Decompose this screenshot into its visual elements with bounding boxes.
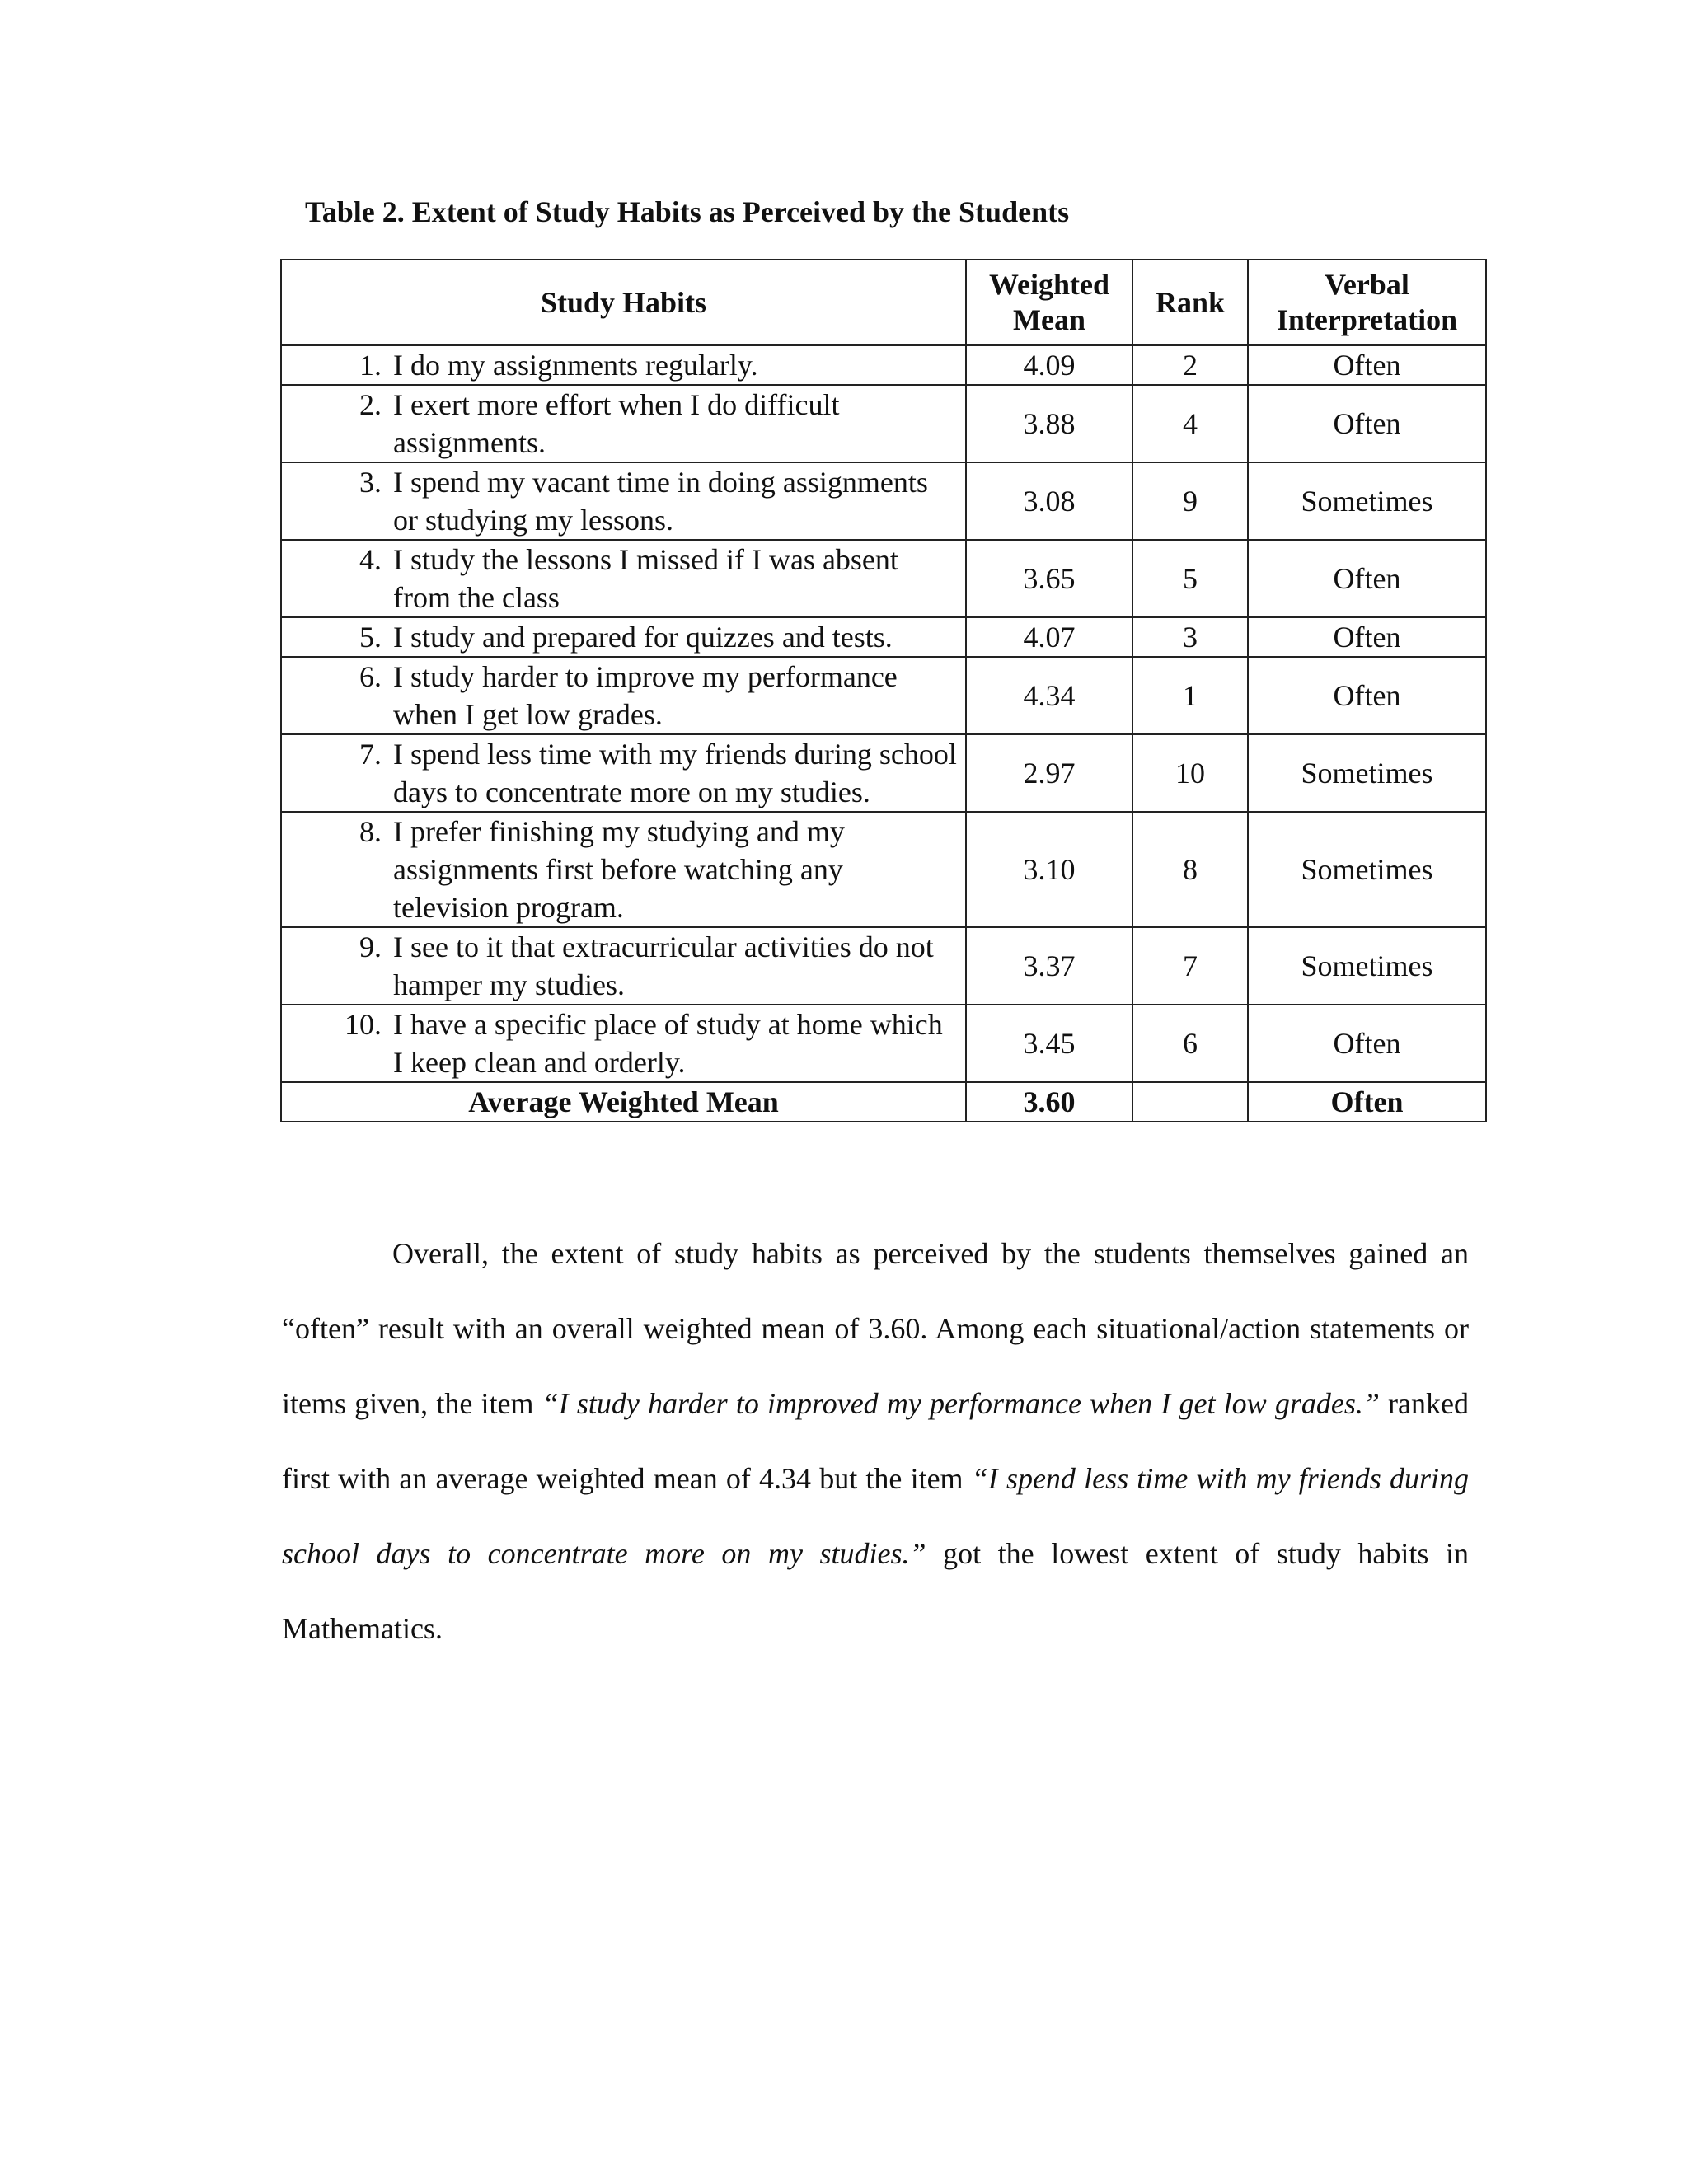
interpretation-cell: Often (1248, 617, 1486, 657)
weighted-mean-cell: 2.97 (966, 734, 1132, 812)
table-row (281, 812, 1486, 927)
table-row (281, 385, 1486, 462)
header-weighted-mean-line1: Weighted (988, 268, 1109, 301)
habit-cell (281, 734, 966, 812)
average-row (281, 1082, 1486, 1122)
habit-cell (281, 1005, 966, 1082)
habit-number: 8. (359, 815, 382, 848)
habit-text: I study and prepared for quizzes and tests. (393, 621, 893, 654)
header-weighted-mean (966, 260, 1132, 345)
interpretation-cell: Often (1248, 657, 1486, 734)
habit-number: 1. (359, 349, 382, 382)
weighted-mean-cell: 3.45 (966, 1005, 1132, 1082)
habit-number: 6. (359, 660, 382, 693)
rank-cell: 9 (1132, 462, 1248, 540)
table-caption: Table 2. Extent of Study Habits as Perceived by the Students (305, 195, 1070, 228)
habit-text: I do my assignments regularly. (393, 349, 758, 382)
habit-number: 4. (359, 543, 382, 576)
habit-text: I spend my vacant time in doing assignments or studying my lessons. (393, 466, 928, 537)
habit-number: 10. (345, 1008, 382, 1041)
interpretation-cell: Often (1248, 345, 1486, 385)
habit-text: I study the lessons I missed if I was absent from the class (393, 543, 898, 614)
habit-number: 9. (359, 930, 382, 963)
habit-cell (281, 345, 966, 385)
average-mean-cell: 3.60 (966, 1082, 1132, 1122)
table-row (281, 1005, 1486, 1082)
habit-cell (281, 927, 966, 1005)
habit-cell (281, 617, 966, 657)
rank-cell: 5 (1132, 540, 1248, 617)
habit-number: 2. (359, 388, 382, 421)
weighted-mean-cell: 3.10 (966, 812, 1132, 927)
habit-text: I prefer finishing my studying and my assignments first before watching any television program. (393, 815, 845, 924)
study-habits-table (280, 259, 1487, 1122)
paragraph-text-part3: got the lowest extent of study habits in Mathematics. (282, 1537, 1469, 1645)
header-verbal-line2: Interpretation (1276, 303, 1458, 336)
weighted-mean-cell: 3.65 (966, 540, 1132, 617)
interpretation-cell: Often (1248, 385, 1486, 462)
header-verbal-line1: Verbal (1325, 268, 1409, 301)
habit-text: I spend less time with my friends during school days to concentrate more on my studies. (393, 738, 957, 808)
paragraph-quote-lowest-item: “I spend less time with my friends during school days to concentrate more on my studies.” (282, 1462, 1470, 1570)
table-row (281, 734, 1486, 812)
weighted-mean-cell: 4.09 (966, 345, 1132, 385)
rank-cell: 1 (1132, 657, 1248, 734)
table-row (281, 540, 1486, 617)
average-rank-cell (1132, 1082, 1248, 1122)
habit-text: I exert more effort when I do difficult assignments. (393, 388, 840, 459)
habit-text: I see to it that extracurricular activities do not hamper my studies. (393, 930, 934, 1001)
interpretation-cell: Often (1248, 540, 1486, 617)
habit-number: 3. (359, 466, 382, 499)
interpretation-cell: Sometimes (1248, 812, 1486, 927)
rank-cell: 4 (1132, 385, 1248, 462)
weighted-mean-cell: 3.88 (966, 385, 1132, 462)
habit-text: I have a specific place of study at home which I keep clean and orderly. (393, 1008, 943, 1079)
header-verbal-interpretation (1248, 260, 1486, 345)
weighted-mean-cell: 4.07 (966, 617, 1132, 657)
header-rank: Rank (1132, 260, 1248, 345)
average-interpretation-cell: Often (1248, 1082, 1486, 1122)
habit-cell (281, 385, 966, 462)
habit-cell (281, 462, 966, 540)
interpretation-cell: Sometimes (1248, 734, 1486, 812)
paragraph-text-part2: ranked first with an average weighted mean of 4.34 but the item (282, 1387, 1469, 1495)
header-study-habits: Study Habits (281, 260, 966, 345)
paragraph-text-part1: Overall, the extent of study habits as perceived by the students themselves gained an “often” result with an overall weighted mean of 3.60. Among each situational/action statements or items given, the item (282, 1237, 1469, 1420)
study-habits-table-container (280, 259, 1485, 1122)
interpretation-cell: Sometimes (1248, 927, 1486, 1005)
rank-cell: 8 (1132, 812, 1248, 927)
rank-cell: 6 (1132, 1005, 1248, 1082)
paragraph-quote-top-item: “I study harder to improved my performance when I get low grades.” (542, 1387, 1380, 1420)
rank-cell: 2 (1132, 345, 1248, 385)
table-row (281, 345, 1486, 385)
table-row (281, 657, 1486, 734)
habit-cell (281, 812, 966, 927)
rank-cell: 3 (1132, 617, 1248, 657)
header-weighted-mean-line2: Mean (1013, 303, 1085, 336)
habit-number: 7. (359, 738, 382, 771)
weighted-mean-cell: 3.37 (966, 927, 1132, 1005)
habit-text: I study harder to improve my performance when I get low grades. (393, 660, 898, 731)
table-row (281, 462, 1486, 540)
discussion-paragraph (282, 1216, 1469, 1666)
rank-cell: 7 (1132, 927, 1248, 1005)
table-row (281, 927, 1486, 1005)
average-label-cell: Average Weighted Mean (281, 1082, 966, 1122)
interpretation-cell: Often (1248, 1005, 1486, 1082)
weighted-mean-cell: 4.34 (966, 657, 1132, 734)
table-row (281, 617, 1486, 657)
weighted-mean-cell: 3.08 (966, 462, 1132, 540)
table-header-row (281, 260, 1486, 345)
habit-number: 5. (359, 621, 382, 654)
interpretation-cell: Sometimes (1248, 462, 1486, 540)
habit-cell (281, 540, 966, 617)
rank-cell: 10 (1132, 734, 1248, 812)
habit-cell (281, 657, 966, 734)
